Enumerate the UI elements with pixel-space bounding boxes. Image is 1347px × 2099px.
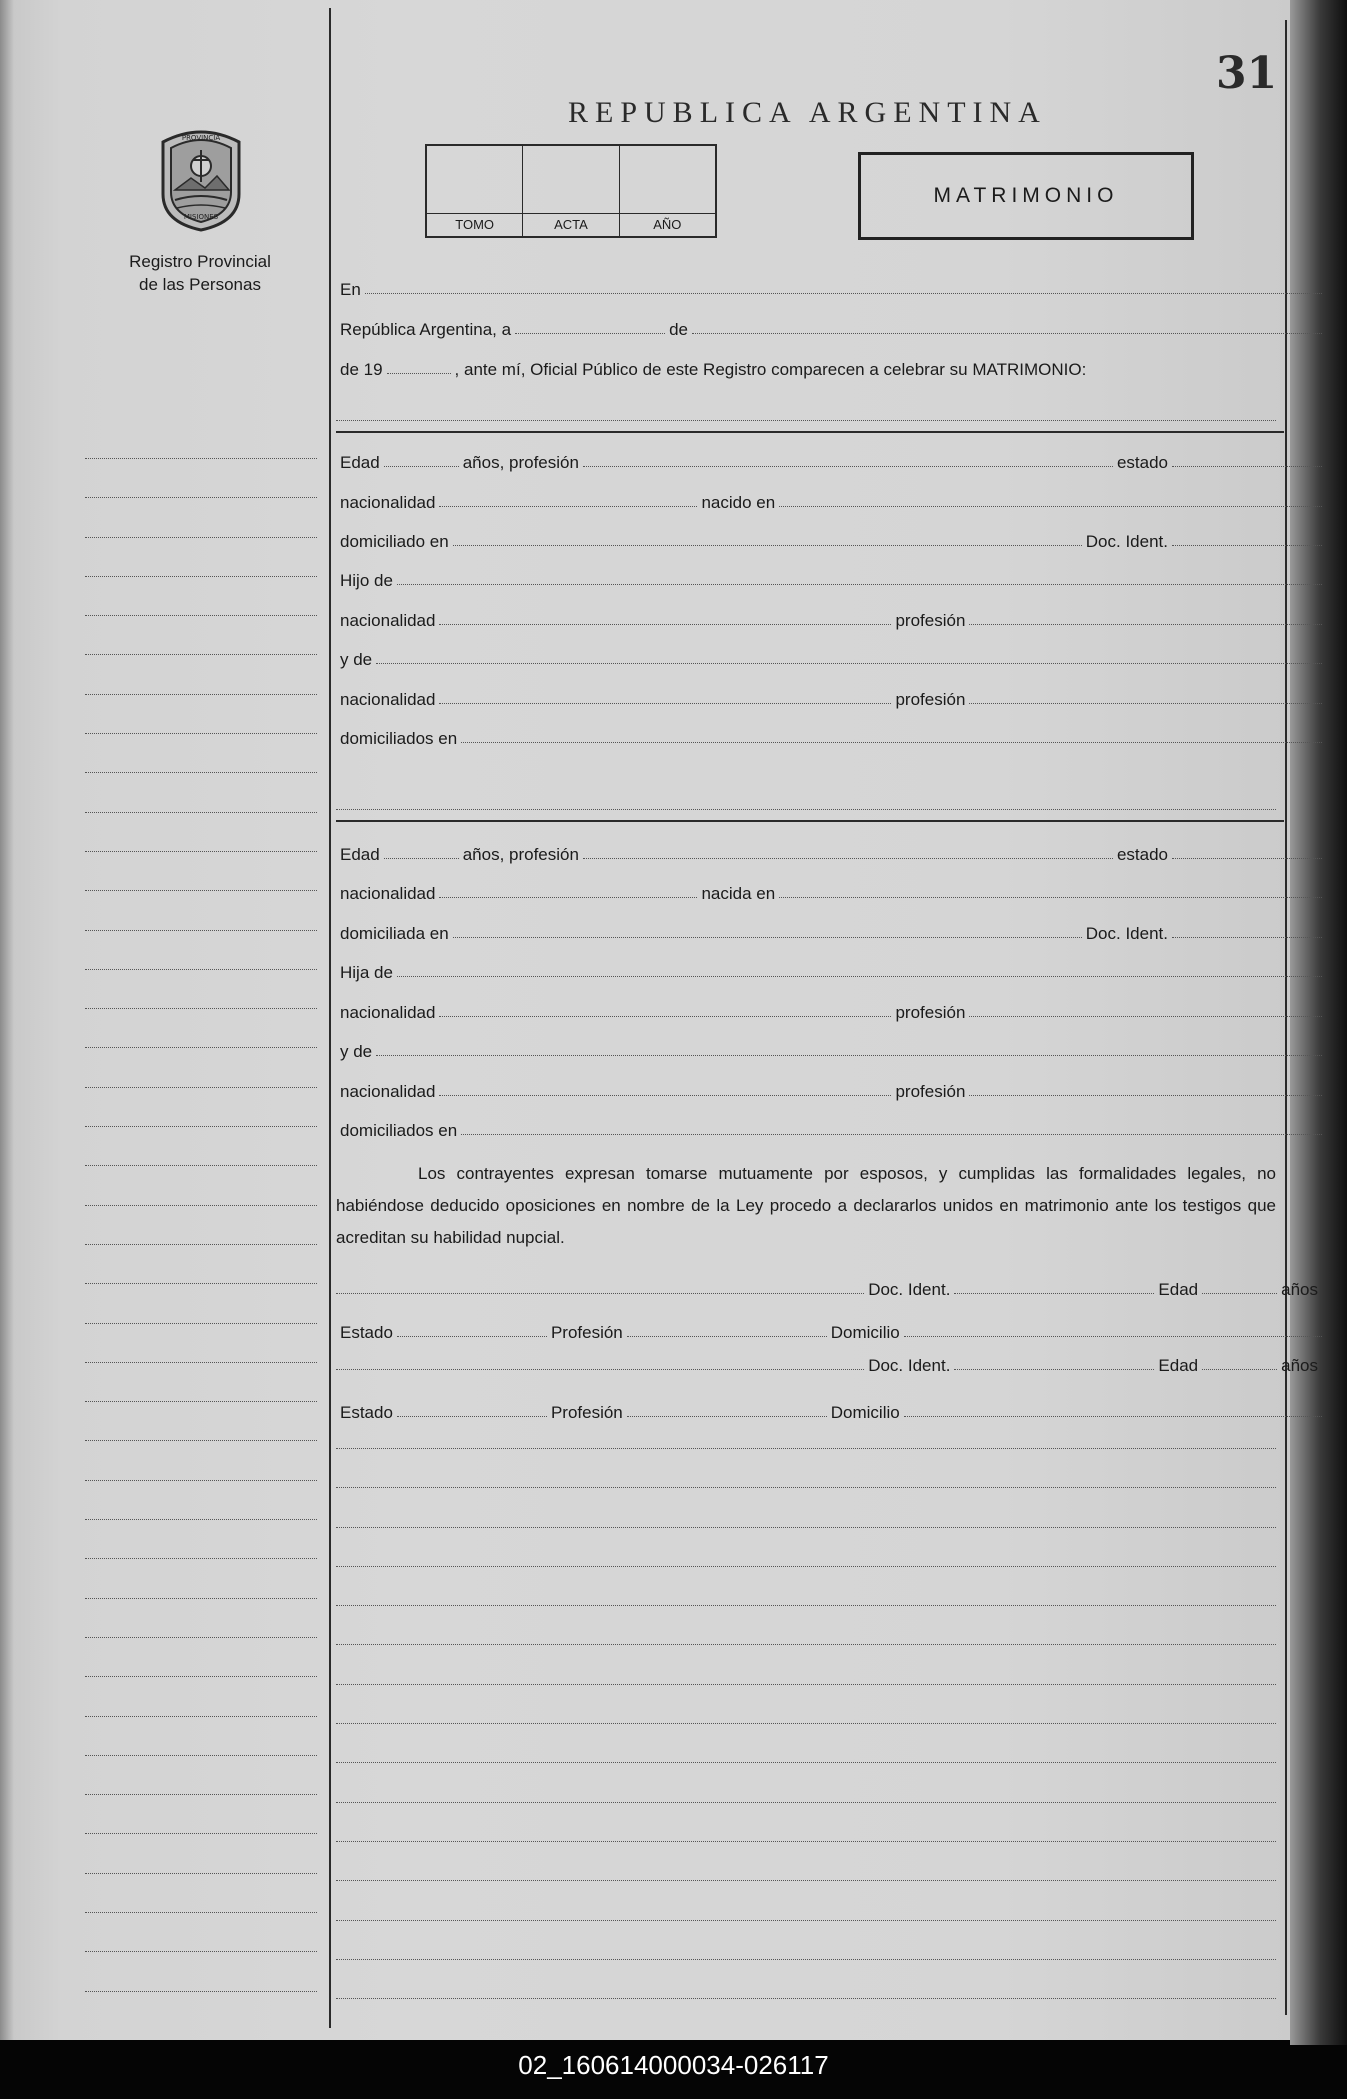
section-divider-2 [336, 820, 1284, 822]
declaration-text: Los contrayentes expresan tomarse mutuamente por esposos, y cumplidas las formalidades legales, no habiéndose deducido oposiciones en nombre de la Ley procedo a declararlos unidos en matrimonio ante los testigos que acreditan su habilidad nupcial. [336, 1164, 1276, 1247]
margin-note-line[interactable] [85, 576, 317, 577]
notes-line[interactable] [336, 1448, 1276, 1449]
bride-nationality-field[interactable] [439, 897, 697, 898]
seal-text-top: PROVINCIA [181, 134, 221, 142]
comparecen-text: , ante mí, Oficial Público de este Registro comparecen a celebrar su MATRIMONIO: [454, 360, 1087, 379]
margin-note-line[interactable] [85, 1205, 317, 1206]
notes-line[interactable] [336, 1802, 1276, 1803]
de19-label: de 19 [340, 360, 383, 379]
bride-profession-field[interactable] [583, 858, 1113, 859]
groom-nacionalidad-label: nacionalidad [340, 493, 436, 512]
margin-note-line[interactable] [85, 772, 317, 773]
groom-mother-nat-row [336, 680, 1322, 710]
witness2-doc-field[interactable] [954, 1369, 1154, 1370]
groom-mother-profession-field[interactable] [969, 703, 1322, 704]
bride-profesion-label: años, profesión [462, 845, 579, 864]
groom-doc-label: Doc. Ident. [1085, 532, 1168, 551]
margin-note-line[interactable] [85, 1912, 317, 1913]
notes-line[interactable] [336, 1723, 1276, 1724]
witness2-id-row [336, 1346, 1322, 1376]
margin-note-line[interactable] [85, 1716, 317, 1717]
margin-note-line[interactable] [85, 1323, 317, 1324]
witness1-doc-label: Doc. Ident. [868, 1280, 951, 1299]
notes-line[interactable] [336, 1959, 1276, 1960]
republica-label: República Argentina, a [340, 320, 512, 339]
tomo-field[interactable] [427, 146, 523, 236]
witness1-address-field[interactable] [904, 1336, 1322, 1337]
page-number: 31 [1216, 48, 1278, 99]
margin-note-line[interactable] [85, 1637, 317, 1638]
margin-note-line[interactable] [85, 1165, 317, 1166]
seal-text-bottom: MISIONES [183, 213, 219, 221]
groom-status-field[interactable] [1172, 466, 1322, 467]
margin-note-line[interactable] [85, 1676, 317, 1677]
witness1-domicilio-label: Domicilio [830, 1323, 900, 1342]
bride-estado-label: estado [1116, 845, 1168, 864]
margin-note-line[interactable] [85, 1519, 317, 1520]
bride-father-prof-label: profesión [895, 1003, 966, 1022]
tomo-label: TOMO [427, 213, 522, 236]
margin-note-line[interactable] [85, 1283, 317, 1284]
groom-address-row [336, 522, 1322, 552]
bride-yde-label: y de [340, 1042, 373, 1061]
acta-label: ACTA [523, 213, 618, 236]
notes-line[interactable] [336, 1684, 1276, 1685]
witness2-status-field[interactable] [397, 1416, 547, 1417]
day-field[interactable] [515, 333, 665, 334]
record-type-box: MATRIMONIO [858, 152, 1194, 240]
bride-father-profession-field[interactable] [969, 1016, 1322, 1017]
year-field[interactable] [387, 373, 451, 374]
witness2-profesion-label: Profesión [550, 1403, 623, 1422]
notes-line[interactable] [336, 1605, 1276, 1606]
en-label: En [340, 280, 361, 299]
margin-note-line[interactable] [85, 537, 317, 538]
bride-address-field[interactable] [453, 937, 1082, 938]
witness2-profession-field[interactable] [627, 1416, 827, 1417]
scan-id: 02_160614000034-026117 [518, 2050, 829, 2080]
ano-label: AÑO [620, 213, 715, 236]
spouse1-name-field[interactable] [336, 420, 1276, 421]
bride-age-row [336, 835, 1322, 865]
witness2-domicilio-label: Domicilio [830, 1403, 900, 1422]
groom-father-nat-row [336, 601, 1322, 631]
groom-age-field[interactable] [384, 466, 459, 467]
notes-line[interactable] [336, 1880, 1276, 1881]
groom-yde-label: y de [340, 650, 373, 669]
groom-parents-address-field[interactable] [461, 742, 1322, 743]
groom-father-profession-field[interactable] [969, 624, 1322, 625]
margin-note-line[interactable] [85, 1244, 317, 1245]
witness2-details-row [336, 1393, 1322, 1423]
groom-father-prof-label: profesión [895, 611, 966, 630]
witness1-id-row [336, 1270, 1322, 1300]
margin-note-line[interactable] [85, 969, 317, 970]
bride-hija-label: Hija de [340, 963, 393, 982]
notes-line[interactable] [336, 1566, 1276, 1567]
ano-field[interactable] [620, 146, 715, 236]
bride-address-row [336, 914, 1322, 944]
groom-estado-label: estado [1116, 453, 1168, 472]
groom-edad-label: Edad [340, 453, 380, 472]
bride-doc-label: Doc. Ident. [1085, 924, 1168, 943]
bride-nationality-row [336, 874, 1322, 904]
margin-note-line[interactable] [85, 1401, 317, 1402]
place-field[interactable] [365, 293, 1322, 294]
groom-mother-nationality-field[interactable] [439, 703, 891, 704]
record-number-box [425, 144, 717, 238]
margin-note-line[interactable] [85, 812, 317, 813]
registry-name-line1: Registro Provincial [129, 252, 271, 271]
groom-father-field[interactable] [397, 584, 1322, 585]
bride-mother-nationality-field[interactable] [439, 1095, 891, 1096]
witness1-age-field[interactable] [1202, 1293, 1277, 1294]
witness1-doc-field[interactable] [954, 1293, 1154, 1294]
notes-line[interactable] [336, 1644, 1276, 1645]
groom-nationality-field[interactable] [439, 506, 697, 507]
groom-age-row [336, 443, 1322, 473]
bride-mother-nat-row [336, 1072, 1322, 1102]
witness1-status-field[interactable] [397, 1336, 547, 1337]
witness2-age-field[interactable] [1202, 1369, 1277, 1370]
bride-parents-address-row [336, 1111, 1322, 1141]
spouse2-name-field[interactable] [336, 809, 1276, 810]
margin-note-line[interactable] [85, 890, 317, 891]
section-divider [336, 431, 1284, 433]
country-title: REPUBLICA ARGENTINA [568, 96, 1047, 129]
bride-father-field[interactable] [397, 976, 1322, 977]
groom-parents-address-row [336, 719, 1322, 749]
margin-note-line[interactable] [85, 1755, 317, 1756]
groom-nationality-row [336, 483, 1322, 513]
bride-domiciliada-label: domiciliada en [340, 924, 449, 943]
bride-father-nationality-field[interactable] [439, 1016, 891, 1017]
bride-nacida-label: nacida en [701, 884, 776, 903]
bride-mother-field[interactable] [376, 1055, 1322, 1056]
margin-note-line[interactable] [85, 930, 317, 931]
margin-note-line[interactable] [85, 1873, 317, 1874]
groom-mother-field[interactable] [376, 663, 1322, 664]
margin-note-line[interactable] [85, 1087, 317, 1088]
bride-father-row [336, 953, 1322, 983]
margin-note-line[interactable] [85, 1833, 317, 1834]
margin-note-line[interactable] [85, 1598, 317, 1599]
margin-note-line[interactable] [85, 497, 317, 498]
notes-line[interactable] [336, 1487, 1276, 1488]
bride-status-field[interactable] [1172, 858, 1322, 859]
margin-note-line[interactable] [85, 1126, 317, 1127]
witness2-anos-label: años [1281, 1356, 1318, 1375]
bride-mother-prof-label: profesión [895, 1082, 966, 1101]
witness2-estado-label: Estado [340, 1403, 393, 1422]
bride-mother-profession-field[interactable] [969, 1095, 1322, 1096]
notes-line[interactable] [336, 1998, 1276, 1999]
witness1-edad-label: Edad [1158, 1280, 1199, 1299]
notes-line[interactable] [336, 1920, 1276, 1921]
margin-note-line[interactable] [85, 615, 317, 616]
witness1-profesion-label: Profesión [550, 1323, 623, 1342]
margin-note-line[interactable] [85, 733, 317, 734]
bride-father-nat-row [336, 993, 1322, 1023]
date-row [336, 310, 1322, 340]
witness2-name-field[interactable] [336, 1369, 864, 1370]
margin-note-line[interactable] [85, 1558, 317, 1559]
margin-note-line[interactable] [85, 1440, 317, 1441]
witness1-anos-label: años [1281, 1280, 1318, 1299]
notes-line[interactable] [336, 1762, 1276, 1763]
margin-note-line[interactable] [85, 654, 317, 655]
groom-domiciliado-label: domiciliado en [340, 532, 449, 551]
bride-doc-field[interactable] [1172, 937, 1322, 938]
year-row [336, 350, 1322, 380]
groom-profesion-label: años, profesión [462, 453, 579, 472]
margin-note-line[interactable] [85, 694, 317, 695]
notes-line[interactable] [336, 1841, 1276, 1842]
groom-hijo-label: Hijo de [340, 571, 393, 590]
bride-father-nac-label: nacionalidad [340, 1003, 436, 1022]
place-row [336, 270, 1322, 300]
groom-father-nationality-field[interactable] [439, 624, 891, 625]
groom-mother-row [336, 640, 1322, 670]
groom-domiciliados-label: domiciliados en [340, 729, 458, 748]
registry-name [100, 250, 300, 296]
margin-note-line[interactable] [85, 1951, 317, 1952]
witness2-address-field[interactable] [904, 1416, 1322, 1417]
groom-father-row [336, 561, 1322, 591]
groom-mother-nac-label: nacionalidad [340, 690, 436, 709]
witness1-profession-field[interactable] [627, 1336, 827, 1337]
bride-edad-label: Edad [340, 845, 380, 864]
margin-note-line[interactable] [85, 1794, 317, 1795]
witness1-name-field[interactable] [336, 1293, 864, 1294]
groom-profession-field[interactable] [583, 466, 1113, 467]
groom-birthplace-field[interactable] [779, 506, 1322, 507]
margin-note-line[interactable] [85, 851, 317, 852]
bride-domiciliados-label: domiciliados en [340, 1121, 458, 1140]
groom-father-nac-label: nacionalidad [340, 611, 436, 630]
bride-age-field[interactable] [384, 858, 459, 859]
witness1-estado-label: Estado [340, 1323, 393, 1342]
margin-note-line[interactable] [85, 1008, 317, 1009]
acta-field[interactable] [523, 146, 619, 236]
notes-line[interactable] [336, 1527, 1276, 1528]
witness2-doc-label: Doc. Ident. [868, 1356, 951, 1375]
registry-name-line2: de las Personas [139, 275, 261, 294]
bride-birthplace-field[interactable] [779, 897, 1322, 898]
groom-address-field[interactable] [453, 545, 1082, 546]
bride-nacionalidad-label: nacionalidad [340, 884, 436, 903]
witness2-edad-label: Edad [1158, 1356, 1199, 1375]
de-label: de [669, 320, 688, 339]
groom-doc-field[interactable] [1172, 545, 1322, 546]
margin-note-line[interactable] [85, 1480, 317, 1481]
margin-note-line[interactable] [85, 1991, 317, 1992]
month-field[interactable] [692, 333, 1322, 334]
witness1-details-row [336, 1313, 1322, 1343]
bride-parents-address-field[interactable] [461, 1134, 1322, 1135]
groom-nacido-label: nacido en [701, 493, 776, 512]
margin-note-line[interactable] [85, 1362, 317, 1363]
provincia-misiones-seal-icon [155, 124, 247, 232]
margin-rule [329, 8, 331, 2028]
margin-note-line[interactable] [85, 1047, 317, 1048]
bride-mother-row [336, 1032, 1322, 1062]
groom-mother-prof-label: profesión [895, 690, 966, 709]
margin-note-line[interactable] [85, 458, 317, 459]
bride-mother-nac-label: nacionalidad [340, 1082, 436, 1101]
